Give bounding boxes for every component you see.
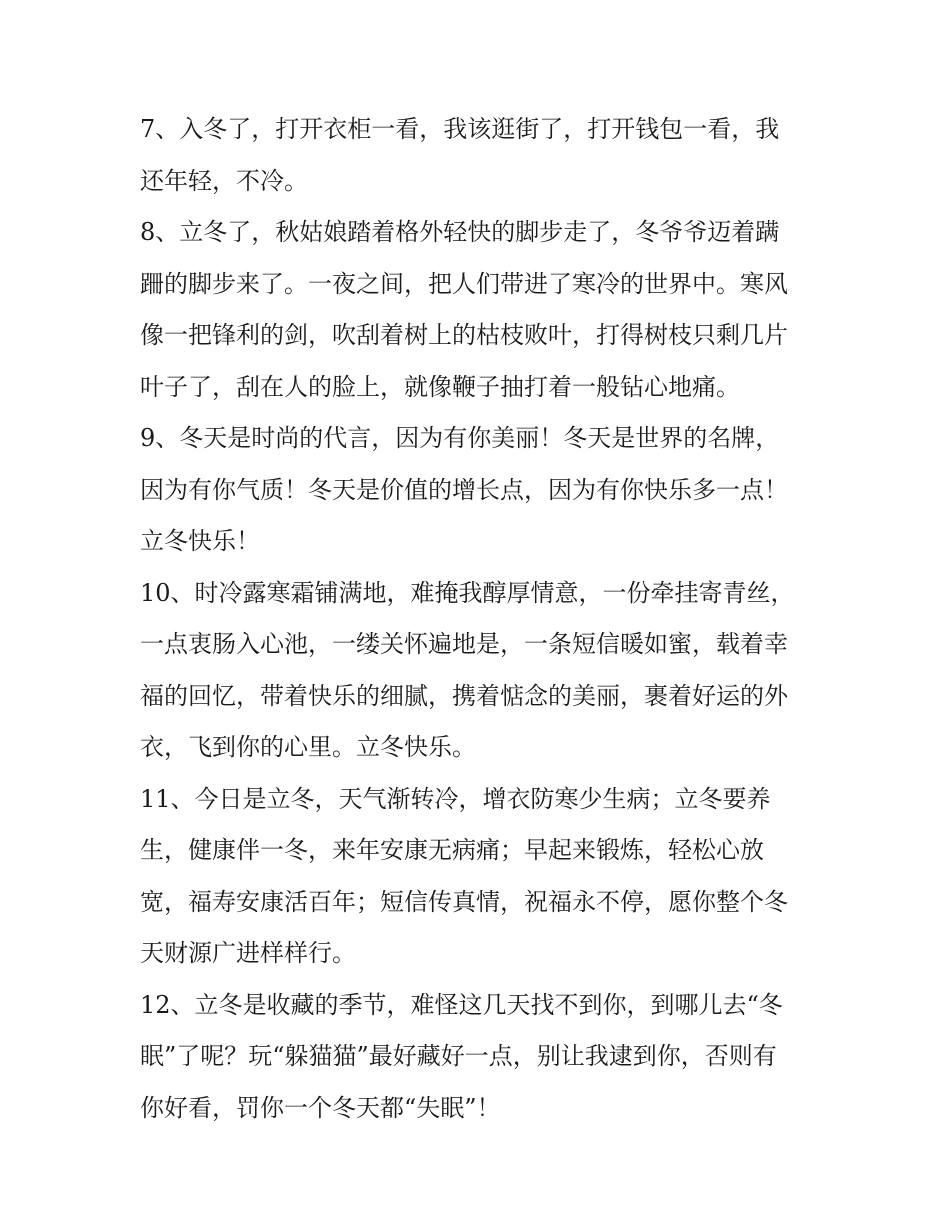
paragraph-line: 眠”了呢？玩“躲猫猫”最好藏好一点，别让我逮到你，否则有 <box>140 1042 777 1070</box>
paragraph-line: 衣，飞到你的心里。立冬快乐。 <box>140 733 476 761</box>
paragraph-line: 一点衷肠入心池，一缕关怀遍地是，一条短信暖如蜜，载着幸 <box>140 630 788 658</box>
paragraph-line: 12、立冬是收藏的季节，难怪这几天找不到你，到哪儿去“冬 <box>140 990 783 1019</box>
paragraph-line: 9、冬天是时尚的代言，因为有你美丽！冬天是世界的名牌， <box>140 424 780 452</box>
paragraph-line: 生，健康伴一冬，来年安康无病痛；早起来锻炼，轻松心放 <box>140 836 764 864</box>
paragraph-line: 跚的脚步来了。一夜之间，把人们带进了寒冷的世界中。寒风 <box>140 269 788 298</box>
document-body <box>140 104 820 1134</box>
paragraph-line: 你好看，罚你一个冬天都“失眠”！ <box>140 1093 501 1122</box>
paragraph-line: 10、时冷露寒霜铺满地，难掩我醇厚情意，一份牵挂寄青丝， <box>140 578 795 607</box>
paragraph-line: 福的回忆，带着快乐的细腻，携着惦念的美丽，裹着好运的外 <box>140 681 788 710</box>
paragraph-7 <box>140 104 820 207</box>
paragraph-12 <box>140 980 820 1135</box>
paragraph-line: 叶子了，刮在人的脸上，就像鞭子抽打着一般钻心地痛。 <box>140 372 740 401</box>
paragraph-11 <box>140 774 820 980</box>
paragraph-line: 11、今日是立冬，天气渐转冷，增衣防寒少生病；立冬要养 <box>140 784 771 813</box>
paragraph-line: 还年轻，不冷。 <box>140 166 308 195</box>
paragraph-line: 天财源广进样样行。 <box>140 939 356 967</box>
paragraph-line: 宽，福寿安康活百年；短信传真情，祝福永不停，愿你整个冬 <box>140 887 788 916</box>
paragraph-line: 像一把锋利的剑，吹刮着树上的枯枝败叶，打得树枝只剩几片 <box>140 321 788 349</box>
paragraph-8 <box>140 207 820 413</box>
paragraph-line: 立冬快乐！ <box>140 527 260 555</box>
paragraph-9 <box>140 413 820 568</box>
paragraph-line: 因为有你气质！冬天是价值的增长点，因为有你快乐多一点！ <box>140 475 788 504</box>
paragraph-10 <box>140 568 820 774</box>
paragraph-line: 7、入冬了，打开衣柜一看，我该逛街了，打开钱包一看，我 <box>140 115 780 143</box>
paragraph-line: 8、立冬了，秋姑娘踏着格外轻快的脚步走了，冬爷爷迈着蹒 <box>140 218 780 246</box>
